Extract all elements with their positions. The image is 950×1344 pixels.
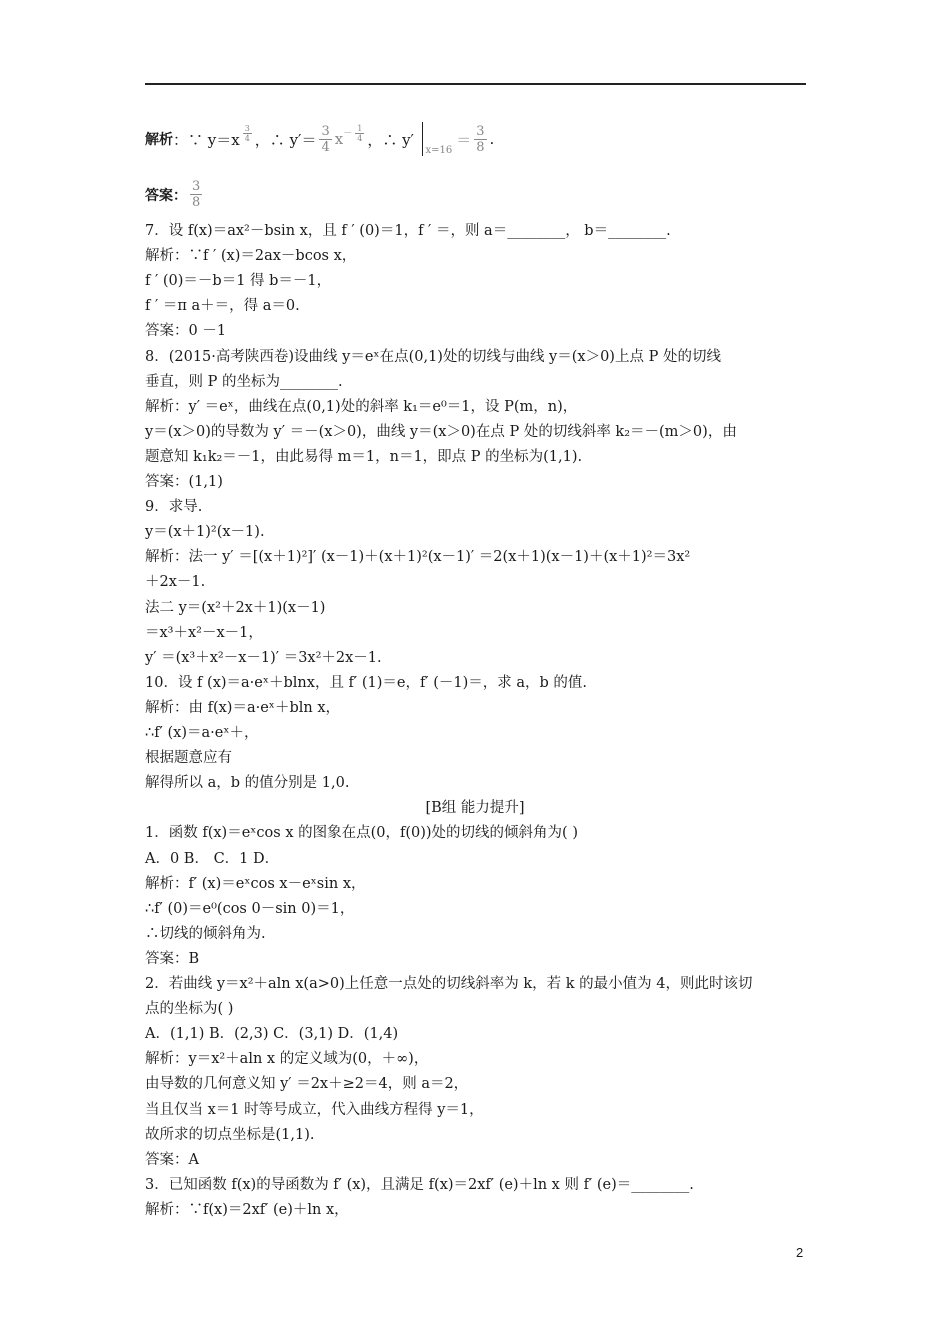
- text-line: 8．(2015·高考陕西卷)设曲线 y＝eˣ在点(0,1)处的切线与曲线 y＝(x＞0)上点 P 处的切线: [145, 348, 721, 365]
- result-fraction: $\frac{3}{8}$: [476, 123, 485, 155]
- text-line: 解得所以 a，b 的值分别是 1,0.: [145, 775, 350, 792]
- text-line: 由导数的几何意义知 y′ ＝2x＋≥2＝4，则 a＝2，: [145, 1076, 469, 1093]
- text-line: 当且仅当 x＝1 时等号成立，代入曲线方程得 y＝1，: [145, 1101, 484, 1118]
- result-equals: ＝: [456, 130, 472, 149]
- text-line: 法二 y＝(x²＋2x＋1)(x－1): [145, 599, 326, 616]
- text-line: ∴切线的倾斜角为.: [145, 925, 266, 942]
- text-line: 解析：y′ ＝eˣ，曲线在点(0,1)处的斜率 k₁＝e⁰＝1，设 P(m，n)，: [145, 398, 578, 415]
- text-line: 垂直，则 P 的坐标为________.: [145, 373, 343, 390]
- text-line: 解析：∵f ′ (x)＝2ax－bcos x，: [145, 248, 357, 265]
- text-line: 解析：法一 y′ ＝[(x＋1)²]′ (x－1)＋(x＋1)²(x－1)′ ＝2(x＋1)(x－1)＋(x＋1)²＝3x²: [145, 549, 691, 566]
- text-line: y′ ＝(x³＋x²－x－1)′ ＝3x²＋2x－1.: [145, 649, 382, 666]
- text-line: 根据题意应有: [145, 750, 232, 767]
- text-line: ∴f′ (x)＝a·eˣ＋，: [145, 725, 259, 741]
- evaluation-bar: [422, 122, 424, 156]
- text-line: f ′ ＝π a＋＝，得 a＝0.: [145, 298, 300, 315]
- text-line: 1．函数 f(x)＝eˣcos x 的图象在点(0，f(0))处的切线的倾斜角为( ): [145, 825, 578, 842]
- text-line: A．(1,1) B．(2,3) C．(3,1) D．(1,4): [145, 1026, 399, 1043]
- text-line: 答案：(1,1): [145, 474, 223, 490]
- exponent-fraction-1: $\frac{3}{4}$: [244, 123, 250, 143]
- text-line: ∴f′ (0)＝e⁰(cos 0－sin 0)＝1，: [145, 900, 355, 917]
- text-line: 9．求导.: [145, 499, 203, 516]
- text-line: 解析：由 f(x)＝a·eˣ＋bln x，: [145, 699, 340, 716]
- text-line: [B组 能力提升]: [425, 800, 525, 817]
- text-line: 答案：A: [145, 1151, 199, 1168]
- evaluation-subscript: x=16: [425, 145, 453, 156]
- text-line: y＝(x＋1)²(x－1).: [145, 524, 265, 541]
- text-line: 点的坐标为( ): [145, 1001, 234, 1018]
- text-line: f ′ (0)＝－b＝1 得 b＝－1，: [145, 273, 332, 290]
- text-line: 解析：y＝x²＋aln x 的定义域为(0，＋∞)，: [145, 1051, 429, 1068]
- exponent-minus: －: [343, 128, 353, 139]
- text-line: A．0 B． C．1 D．: [145, 850, 280, 867]
- text-line: 题意知 k₁k₂＝－1，由此易得 m＝1，n＝1，即点 P 的坐标为(1,1).: [145, 448, 583, 465]
- text-line: 10．设 f (x)＝a·eˣ＋blnx，且 f′ (1)＝e，f′ (－1)＝，求 a，b 的值.: [145, 674, 588, 691]
- coefficient-fraction: $\frac{3}{4}$: [321, 123, 330, 155]
- formula-end: .: [489, 130, 495, 148]
- text-line: 故所求的切点坐标是(1,1).: [145, 1126, 315, 1143]
- top-answer: [145, 179, 205, 210]
- text-line: 答案：B: [145, 950, 200, 967]
- text-line: 7．设 f(x)＝ax²－bsin x，且 f ′ (0)＝1，f ′ ＝，则 a＝________， b＝________.: [145, 223, 671, 239]
- exponent-fraction-2: $\frac{1}{4}$: [357, 123, 363, 143]
- formula-x: x: [334, 130, 344, 148]
- top-solution-formula: [145, 122, 494, 156]
- text-line: 2．若曲线 y＝x²＋aln x(a>0)上任意一点处的切线斜率为 k，若 k 的最小值为 4，则此时该切: [145, 976, 753, 992]
- text-line: 答案：0 －1: [145, 323, 227, 340]
- header-rule: [145, 83, 806, 85]
- text-line: ＝x³＋x²－x－1，: [145, 624, 263, 641]
- text-line: 解析：f′ (x)＝eˣcos x－eˣsin x，: [145, 875, 366, 892]
- formula-lead: ：∵ y＝x: [173, 130, 240, 149]
- text-line: ＋2x－1.: [145, 574, 206, 591]
- solution-label: 解析: [145, 132, 173, 148]
- answer-label: 答案：: [145, 187, 187, 204]
- formula-mid: ，∴ y′＝: [254, 130, 317, 149]
- text-line: 3．已知函数 f(x)的导函数为 f′ (x)，且满足 f(x)＝2xf′ (e)＋ln x 则 f′ (e)＝________.: [145, 1176, 694, 1193]
- text-line: y＝(x＞0)的导数为 y′ ＝－(x＞0)，曲线 y＝(x＞0)在点 P 处的切线斜率 k₂＝－(m＞0)，由: [145, 423, 737, 440]
- answer-fraction: $\frac{3}{8}$: [192, 179, 201, 210]
- page-number: 2: [796, 1245, 804, 1260]
- formula-tail: ，∴ y′: [367, 130, 414, 149]
- text-line: 解析：∵f(x)＝2xf′ (e)＋ln x，: [145, 1201, 349, 1218]
